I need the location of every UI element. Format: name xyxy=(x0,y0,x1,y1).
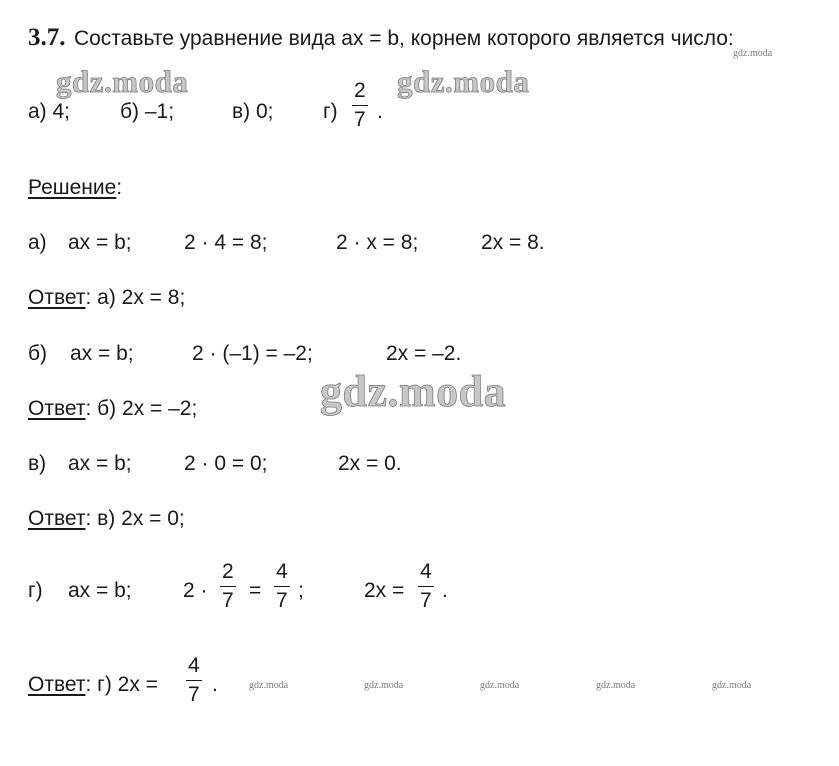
problem-statement: Составьте уравнение вида ax = b, корнем которого является число: xyxy=(73,27,734,50)
problem-number: 3.7. xyxy=(28,24,66,51)
watermark-huge: gdz.moda xyxy=(320,367,507,416)
step-v-calc: 2 · 0 = 0; xyxy=(184,452,268,475)
answer-b xyxy=(28,397,197,421)
fraction-bar xyxy=(186,680,202,681)
watermark-big-1: gdz.moda xyxy=(56,64,189,99)
answer-word: Ответ xyxy=(28,286,86,309)
solution-heading-colon: : xyxy=(116,176,123,199)
fraction-bar xyxy=(274,586,290,587)
answer-word: Ответ xyxy=(28,673,86,696)
answer-v-text: : в) 2x = 0; xyxy=(85,507,185,530)
step-a-form: ax = b; xyxy=(68,231,132,254)
fraction-numerator: 2 xyxy=(354,79,366,102)
step-a-calc: 2 · 4 = 8; xyxy=(184,231,268,254)
answer-word: Ответ xyxy=(28,507,86,530)
option-b: б) –1; xyxy=(120,100,175,123)
fraction-denominator: 7 xyxy=(188,683,200,706)
problem-header xyxy=(28,24,734,52)
step-g-fraction-1 xyxy=(220,561,236,612)
step-b-form: ax = b; xyxy=(70,342,134,365)
step-a-label: а) xyxy=(28,231,47,254)
solution-heading-word: Решение xyxy=(28,176,117,199)
watermark-small-5: gdz.moda xyxy=(712,680,752,691)
answer-a-text: : а) 2x = 8; xyxy=(85,286,186,309)
watermark-small-top: gdz.moda xyxy=(733,48,773,59)
watermark-small-4: gdz.moda xyxy=(596,680,636,691)
step-a-eq: 2x = 8. xyxy=(481,231,545,254)
fraction-numerator: 4 xyxy=(276,560,288,583)
answer-word: Ответ xyxy=(28,397,86,420)
step-a-subst: 2 · x = 8; xyxy=(336,231,419,254)
watermark-small-1: gdz.moda xyxy=(249,680,289,691)
step-g-eq-end: . xyxy=(442,579,448,602)
fraction-denominator: 7 xyxy=(276,589,288,612)
fraction-numerator: 4 xyxy=(420,560,432,583)
step-v-form: ax = b; xyxy=(68,452,132,475)
step-b-label: б) xyxy=(28,342,48,365)
step-g-label: г) xyxy=(28,579,43,602)
answer-g-fraction xyxy=(186,655,202,706)
step-b-calc: 2 · (–1) = –2; xyxy=(192,342,313,365)
step-g-fraction-3 xyxy=(418,561,434,612)
answer-g-end: . xyxy=(212,673,218,696)
fraction-denominator: 7 xyxy=(420,589,432,612)
solution-heading xyxy=(28,176,122,200)
step-g-eq-sign: = xyxy=(249,579,262,602)
fraction-numerator: 4 xyxy=(188,654,200,677)
answer-a xyxy=(28,286,185,310)
watermark-small-2: gdz.moda xyxy=(364,680,404,691)
answer-v xyxy=(28,507,185,531)
fraction-numerator: 2 xyxy=(222,560,234,583)
fraction-denominator: 7 xyxy=(354,108,366,131)
step-v-eq: 2x = 0. xyxy=(338,452,402,475)
answer-b-text: : б) 2x = –2; xyxy=(85,397,198,420)
watermark-big-2: gdz.moda xyxy=(397,64,530,99)
option-v: в) 0; xyxy=(232,100,274,123)
step-g-fraction-2 xyxy=(274,561,290,612)
option-a: а) 4; xyxy=(28,100,71,123)
step-g-eq-pre: 2x = xyxy=(364,579,405,602)
step-g-form: ax = b; xyxy=(68,579,132,602)
fraction-bar xyxy=(352,105,368,106)
option-g-end: . xyxy=(377,100,383,123)
step-b-eq: 2x = –2. xyxy=(386,342,462,365)
fraction-denominator: 7 xyxy=(222,589,234,612)
fraction-bar xyxy=(418,586,434,587)
option-g-label: г) xyxy=(323,100,338,123)
step-g-semi: ; xyxy=(298,579,304,602)
answer-g-text: : г) 2x = xyxy=(85,673,158,696)
step-v-label: в) xyxy=(28,452,47,475)
answer-g xyxy=(28,673,158,697)
fraction-bar xyxy=(220,586,236,587)
step-g-calc-pre: 2 · xyxy=(183,579,208,602)
watermark-small-3: gdz.moda xyxy=(480,680,520,691)
option-g-fraction xyxy=(352,80,368,131)
